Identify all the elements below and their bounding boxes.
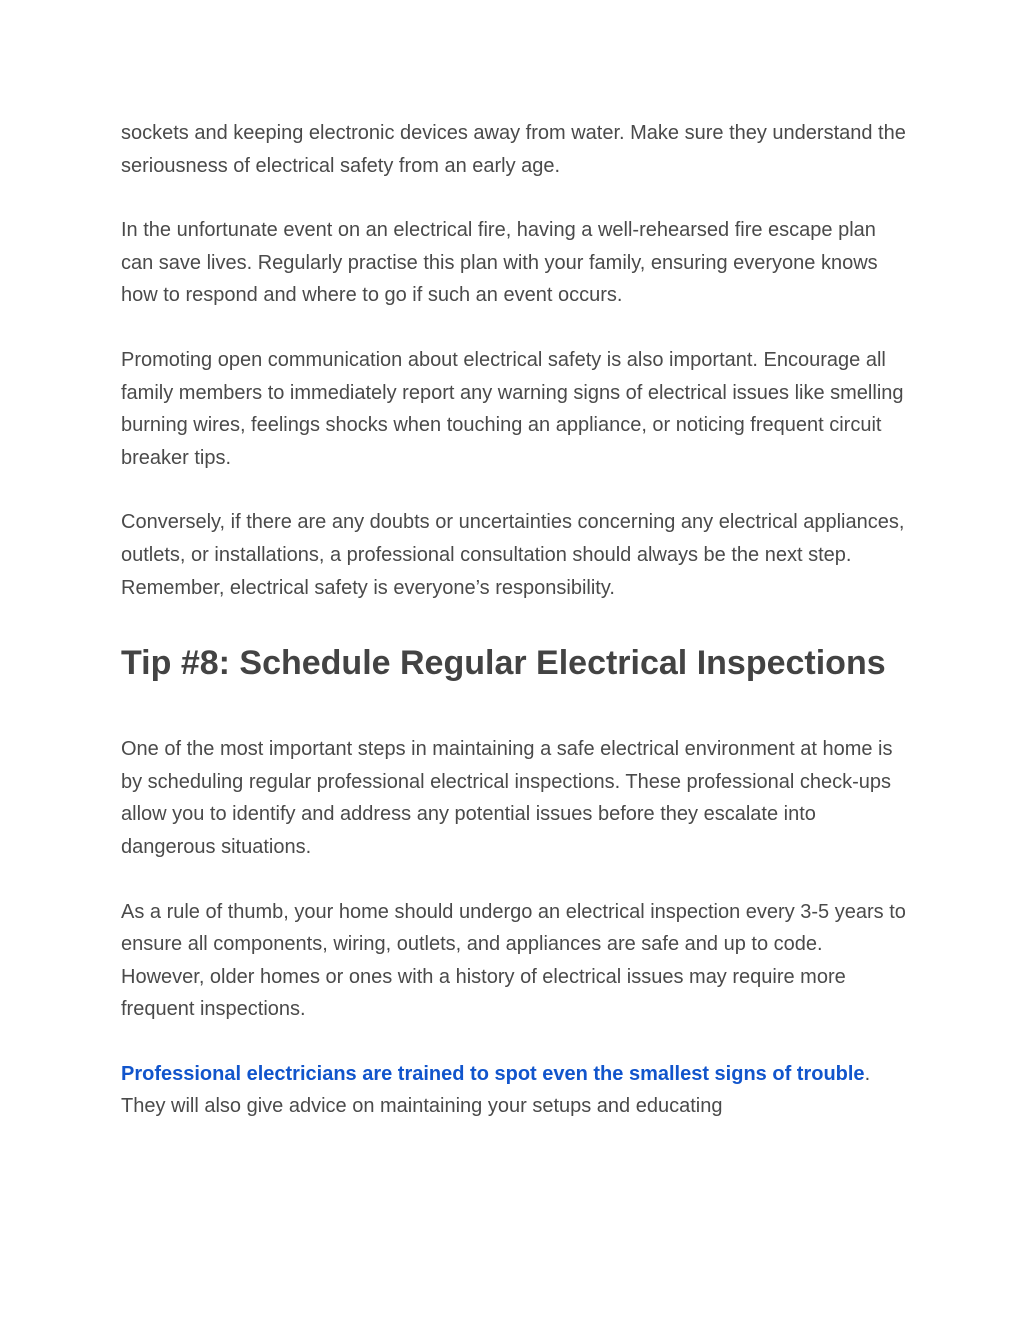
document-page	[121, 117, 911, 1155]
professional-electricians-link[interactable]: Professional electricians are trained to spot even the smallest signs of trouble	[121, 1062, 865, 1085]
paragraph-open-communication: Promoting open communication about electrical safety is also important. Encourage all family members to immediately report any warning signs of electrical issues like smelling burning wires, feelings shocks when touching an appliance, or noticing frequent circuit breaker tips.	[121, 348, 904, 469]
paragraph-fire-escape-plan: In the unfortunate event on an electrical fire, having a well-rehearsed fire escape plan can save lives. Regularly practise this plan with your family, ensuring everyone knows how to respond and where to go if such an event occurs.	[121, 219, 878, 307]
paragraph-child-safety: sockets and keeping electronic devices away from water. Make sure they understand the seriousness of electrical safety from an early age.	[121, 122, 906, 177]
section-heading-tip-8: Tip #8: Schedule Regular Electrical Inspections	[121, 644, 886, 683]
paragraph-professional-consultation: Conversely, if there are any doubts or uncertainties concerning any electrical appliances, outlets, or installations, a professional consultation should always be the next step. Remember, electrical safety is everyone’s responsibility.	[121, 511, 905, 599]
paragraph-regular-inspections: One of the most important steps in maintaining a safe electrical environment at home is by scheduling regular professional electrical inspections. These professional check-ups allow you to identify and address any potential issues before they escalate into dangerous situations.	[121, 738, 893, 858]
paragraph-continuation-text: . They will also give advice on maintaining your setups and educating	[121, 1062, 871, 1118]
paragraph-rule-of-thumb: As a rule of thumb, your home should undergo an electrical inspection every 3-5 years to ensure all components, wiring, outlets, and appliances are safe and up to code. However, older homes or ones with a history of electrical issues may require more frequent inspections.	[121, 900, 906, 1021]
paragraph-professional-electricians	[121, 1058, 911, 1123]
